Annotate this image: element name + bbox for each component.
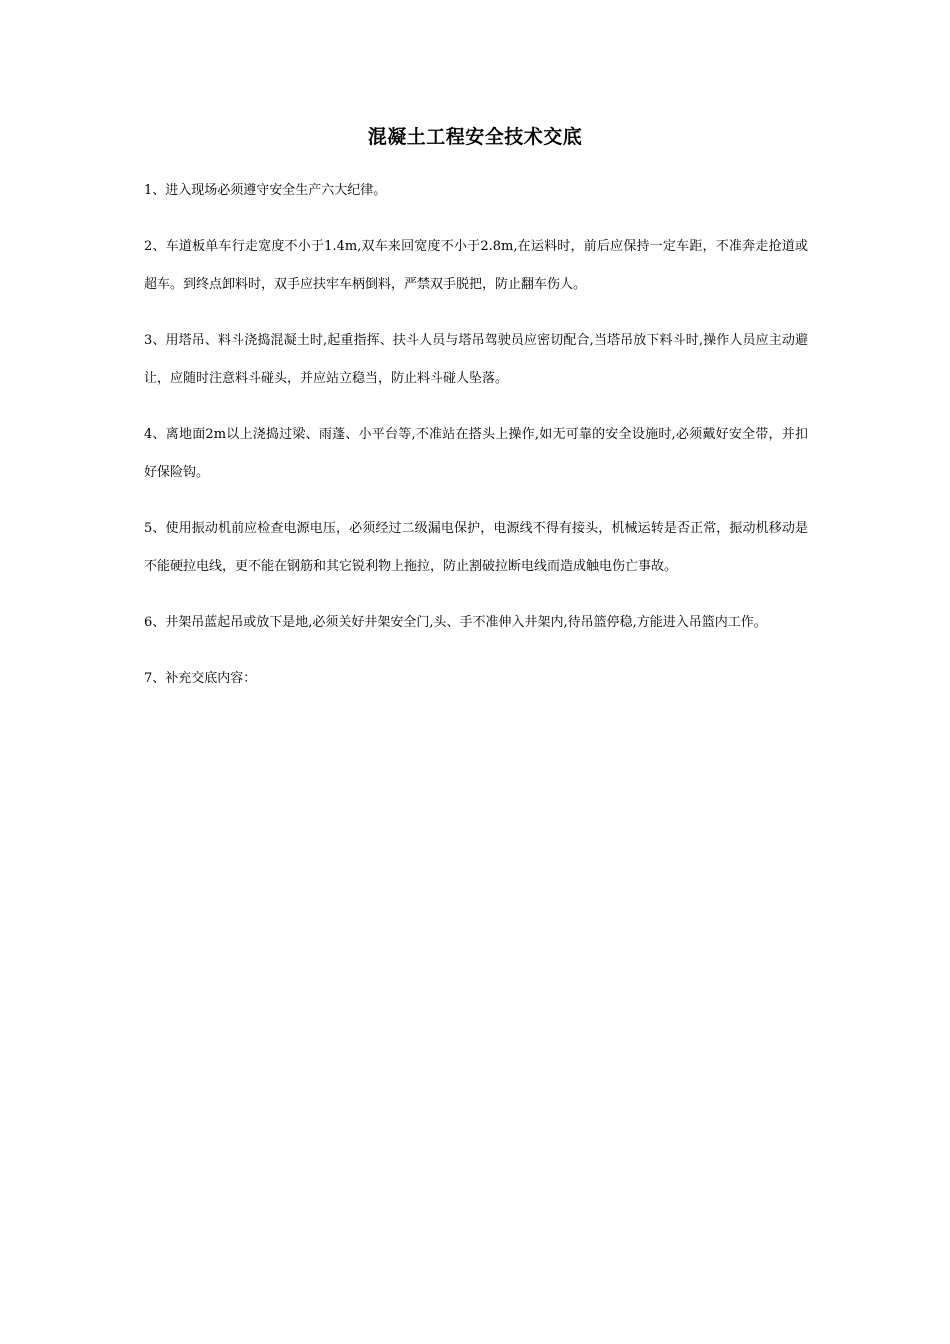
document-title: 混凝土工程安全技术交底 — [367, 126, 583, 148]
paragraph-3: 3、用塔吊、料斗浇捣混凝土时,起重指挥、扶斗人员与塔吊驾驶员应密切配合,当塔吊放下料斗时,操作人员应主动避让，应随时注意料斗碰头，并应站立稳当，防止料斗碰人坠落。 — [144, 333, 808, 386]
paragraph-5: 5、使用振动机前应检查电源电压，必须经过二级漏电保护，电源线不得有接头，机械运转是否正常，振动机移动是不能硬拉电线，更不能在钢筋和其它锐利物上拖拉，防止割破拉断电线而造成触电伤亡事故。 — [144, 521, 808, 574]
paragraph-4: 4、离地面2m以上浇捣过梁、雨蓬、小平台等,不准站在搭头上操作,如无可靠的安全设施时,必须戴好安全带，并扣好保险钩。 — [144, 427, 808, 480]
document-body — [144, 172, 808, 716]
paragraph-1: 1、进入现场必须遵守安全生产六大纪律。 — [144, 183, 387, 198]
paragraph-6: 6、井架吊蓝起吊或放下是地,必须关好井架安全门,头、手不准伸入井架内,待吊篮停稳,方能进入吊篮内工作。 — [144, 615, 767, 630]
paragraph-7: 7、补充交底内容： — [144, 671, 257, 686]
paragraph-2: 2、车道板单车行走宽度不小于1.4m,双车来回宽度不小于2.8m,在运料时，前后应保持一定车距，不准奔走抢道或超车。到终点卸料时，双手应扶牢车柄倒料，严禁双手脱把，防止翻车伤人。 — [144, 239, 808, 292]
